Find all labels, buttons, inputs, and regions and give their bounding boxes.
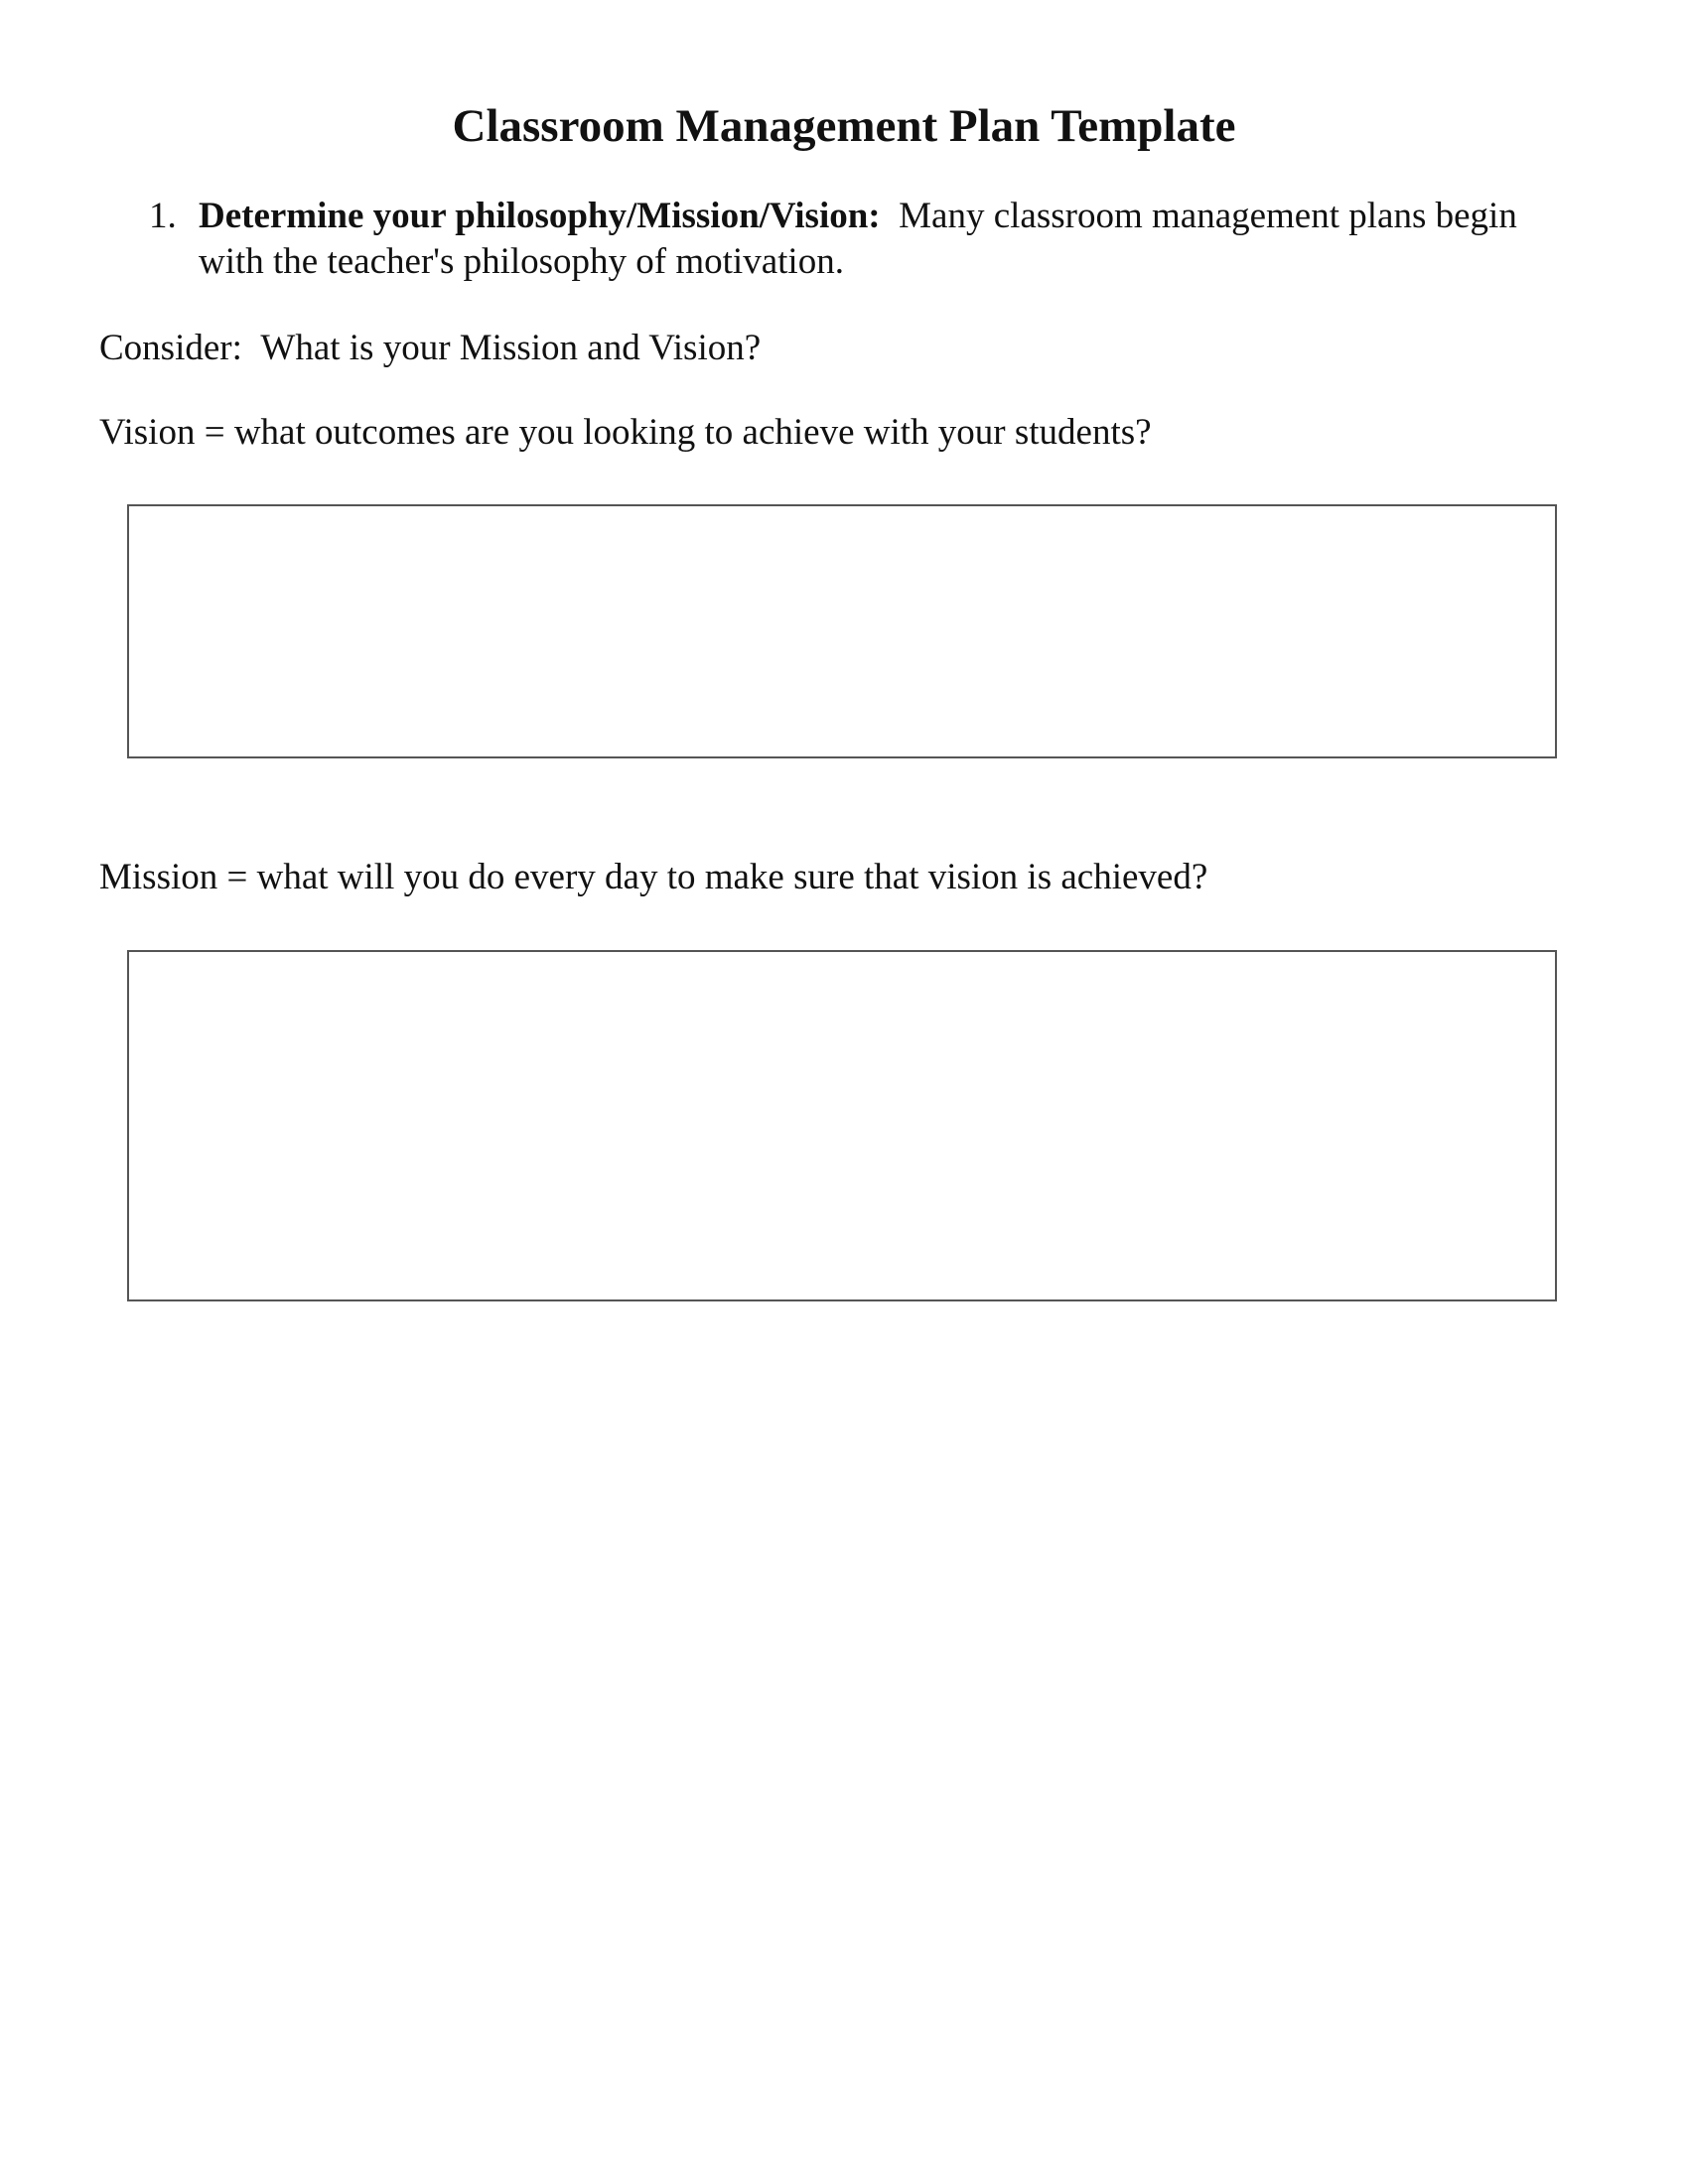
consider-label: Consider:: [99, 328, 242, 368]
vision-answer-box[interactable]: [127, 504, 1557, 758]
consider-question: What is your Mission and Vision?: [260, 328, 762, 368]
consider-prompt: [99, 326, 1539, 371]
list-item-body: [199, 194, 1559, 285]
section-description: Many classroom management plans begin with the teacher's philosophy of motivation.: [199, 196, 1517, 282]
mission-answer-box[interactable]: [127, 950, 1557, 1301]
vision-prompt: Vision = what outcomes are you looking to achieve with your students?: [99, 412, 1152, 453]
list-item-number: 1.: [149, 196, 177, 236]
section-heading: Determine your philosophy/Mission/Vision:: [199, 196, 881, 236]
page-title: Classroom Management Plan Template: [452, 100, 1236, 152]
mission-prompt: Mission = what will you do every day to make sure that vision is achieved?: [99, 857, 1208, 897]
